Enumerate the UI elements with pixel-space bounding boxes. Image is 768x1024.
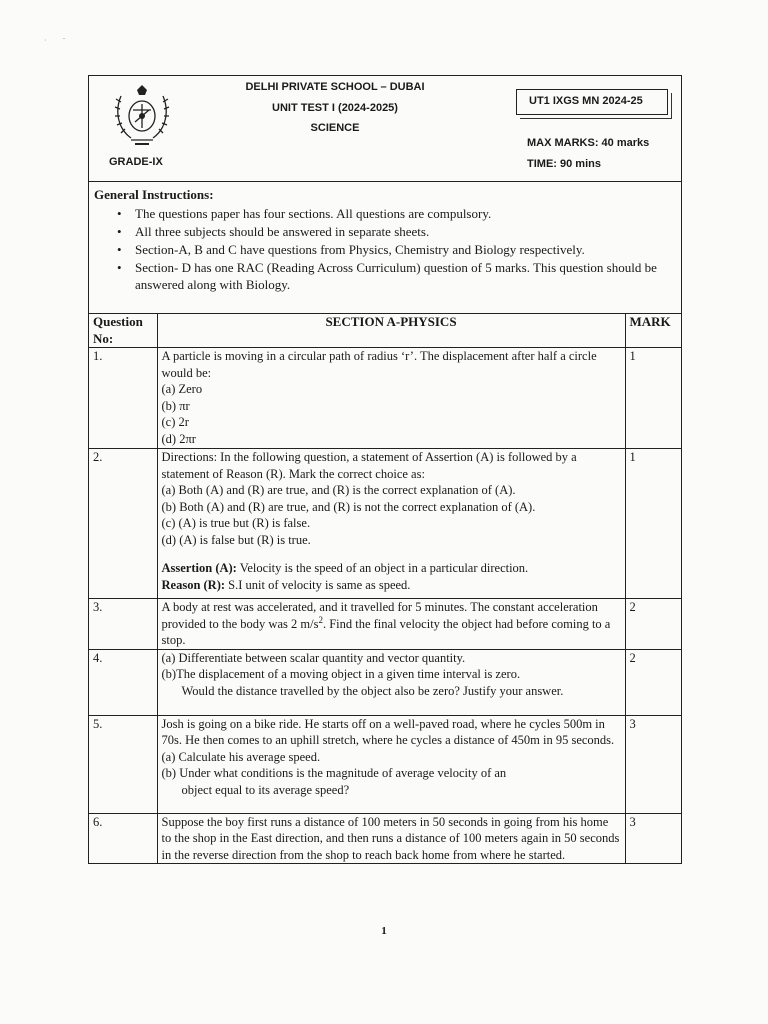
page-number: 1 bbox=[381, 925, 387, 937]
question-mark: 3 bbox=[625, 715, 681, 813]
instructions-title: General Instructions: bbox=[94, 187, 214, 202]
reason-label: Reason (R): bbox=[161, 577, 226, 592]
instruction-item: • All three subjects should be answered in separate sheets. bbox=[117, 223, 671, 240]
question-text bbox=[157, 715, 625, 813]
option: (b) πr bbox=[161, 398, 190, 413]
question-row bbox=[89, 813, 681, 863]
question-number: 6. bbox=[89, 813, 157, 863]
questions-table bbox=[89, 314, 681, 863]
question-row bbox=[89, 599, 681, 650]
question-stem-b: . Find the final velocity the object had before coming to a stop. bbox=[161, 616, 611, 647]
question-mark: 2 bbox=[625, 599, 681, 650]
question-row bbox=[89, 649, 681, 715]
table-header-row bbox=[89, 314, 681, 348]
test-title: UNIT TEST I (2024-2025) bbox=[272, 102, 398, 114]
school-name: DELHI PRIVATE SCHOOL – DUBAI bbox=[245, 81, 425, 93]
question-row bbox=[89, 449, 681, 599]
instruction-item: • Section-A, B and C have questions from Physics, Chemistry and Biology respectively. bbox=[117, 241, 671, 258]
question-number: 5. bbox=[89, 715, 157, 813]
question-number: 2. bbox=[89, 449, 157, 599]
general-instructions bbox=[89, 182, 681, 314]
question-stem: A particle is moving in a circular path of radius ‘r’. The displacement after half a circle would be: bbox=[161, 349, 597, 380]
question-row bbox=[89, 348, 681, 449]
question-stem: Josh is going on a bike ride. He starts off on a well-paved road, where he cycles 500m in 70s. He then comes to an uphill stretch, where he cycles a distance of 450m in 95 seconds. bbox=[161, 716, 615, 747]
question-stem-a: A body at rest was accelerated, and it travelled for 5 minutes. The constant acceleration provided to the body was 2 m/s bbox=[161, 600, 598, 631]
question-text: Suppose the boy first runs a distance of 100 meters in 50 seconds in going from his home to the shop in the East direction, and then runs a distance of 100 meters again in 50 seconds in the reverse direction from the shop to reach back home from where he started. bbox=[157, 813, 625, 863]
assertion-text: Velocity is the speed of an object in a particular direction. bbox=[236, 561, 529, 575]
question-no-header: Question No: bbox=[89, 314, 157, 348]
option: (b) Both (A) and (R) are true, and (R) is not the correct explanation of (A). bbox=[161, 499, 536, 514]
subject-title: SCIENCE bbox=[310, 122, 360, 134]
spacer bbox=[162, 548, 621, 560]
question-part-a: (a) Differentiate between scalar quantity and vector quantity. bbox=[161, 650, 466, 665]
instruction-item: • Section- D has one RAC (Reading Across Curriculum) question of 5 marks. This question should be answered along with Biology. bbox=[117, 259, 671, 293]
question-number: 4. bbox=[89, 649, 157, 715]
school-crest-logo bbox=[113, 84, 171, 148]
superscript: 2 bbox=[318, 614, 323, 625]
reason-text: S.I unit of velocity is same as speed. bbox=[225, 577, 411, 592]
reason-line bbox=[162, 577, 621, 594]
grade-label: GRADE-IX bbox=[109, 156, 163, 168]
question-part-b-cont: object equal to its average speed? bbox=[181, 782, 350, 797]
mark-header: MARK bbox=[625, 314, 681, 348]
question-paper bbox=[88, 75, 682, 864]
assertion-label: Assertion (A): bbox=[161, 561, 237, 575]
paper-header bbox=[89, 76, 681, 182]
time-allowed: TIME: 90 mins bbox=[527, 158, 601, 170]
instruction-item: • The questions paper has four sections. All questions are compulsory. bbox=[117, 205, 671, 222]
section-title: SECTION A-PHYSICS bbox=[157, 314, 625, 348]
question-part-b: (b) Under what conditions is the magnitude of average velocity of an bbox=[161, 766, 507, 780]
paper-code: UT1 IXGS MN 2024-25 bbox=[516, 89, 668, 115]
question-mark: 3 bbox=[625, 813, 681, 863]
question-part-b: (b)The displacement of a moving object in a given time interval is zero. bbox=[161, 667, 521, 681]
question-mark: 2 bbox=[625, 649, 681, 715]
assertion-line bbox=[162, 560, 621, 577]
question-number: 3. bbox=[89, 599, 157, 650]
scan-specks: · ˉ bbox=[44, 36, 66, 45]
question-mark: 1 bbox=[625, 348, 681, 449]
question-row bbox=[89, 715, 681, 813]
option: (d) (A) is false but (R) is true. bbox=[161, 532, 311, 547]
question-part-a: (a) Calculate his average speed. bbox=[161, 749, 321, 764]
question-text bbox=[157, 449, 625, 599]
question-mark: 1 bbox=[625, 449, 681, 599]
question-number: 1. bbox=[89, 348, 157, 449]
option: (a) Zero bbox=[161, 382, 203, 396]
question-text bbox=[157, 348, 625, 449]
question-stem: Directions: In the following question, a statement of Assertion (A) is followed by a statement of Reason (R). Mark the correct choice as: bbox=[161, 450, 577, 481]
question-part-b-cont: Would the distance travelled by the object also be zero? Justify your answer. bbox=[181, 683, 564, 698]
option: (a) Both (A) and (R) are true, and (R) is the correct explanation of (A). bbox=[161, 483, 516, 497]
instructions-list bbox=[117, 205, 671, 294]
question-text bbox=[157, 649, 625, 715]
option: (c) (A) is true but (R) is false. bbox=[161, 516, 311, 530]
option: (c) 2r bbox=[161, 415, 189, 429]
max-marks: MAX MARKS: 40 marks bbox=[527, 137, 650, 149]
question-text bbox=[157, 599, 625, 650]
option: (d) 2πr bbox=[161, 431, 196, 446]
